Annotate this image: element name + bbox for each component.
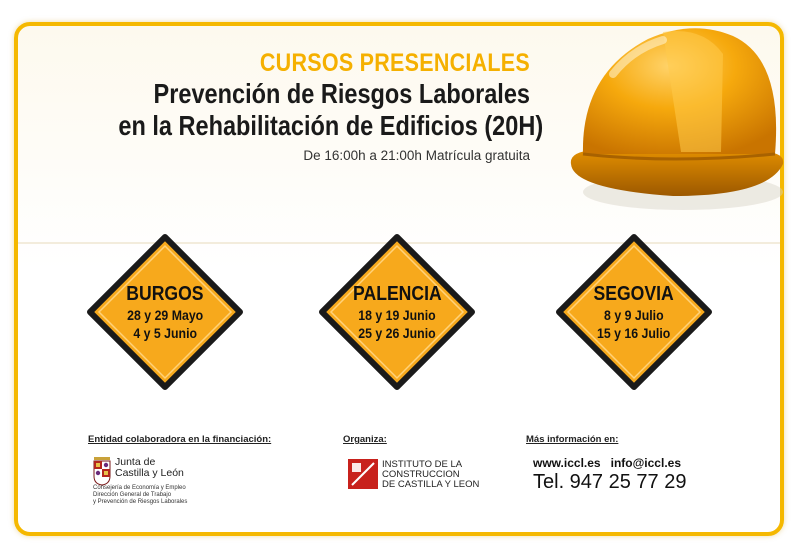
iccl-line3: DE CASTILLA Y LEON [382, 479, 480, 490]
iccl-line2: CONSTRUCCION [382, 469, 460, 480]
website-link[interactable]: www.iccl.es [533, 456, 601, 470]
course-schedule: De 16:00h a 21:00h Matrícula gratuita [303, 148, 530, 163]
contact-phone: Tel. 947 25 77 29 [533, 471, 687, 493]
sign-city: PALENCIA [352, 283, 442, 305]
sign-date: 25 y 26 Junio [358, 325, 436, 341]
sign-date: 28 y 29 Mayo [126, 307, 204, 323]
sign-city: SEGOVIA [593, 283, 675, 305]
iccl-line1: INSTITUTO DE LA [382, 459, 463, 470]
sign-burgos [84, 231, 246, 393]
jcyl-sub-3: y Prevención de Riesgos Laborales [93, 499, 188, 505]
course-title-line2: en la Rehabilitación de Edificios (20H) [118, 110, 544, 141]
poster-header [40, 48, 544, 163]
jcyl-sub-1: Consejería de Economía y Empleo [93, 485, 186, 491]
jcyl-name-1: Junta de [115, 456, 156, 468]
jcyl-sub-2: Dirección General de Trabajo [93, 492, 172, 498]
sign-date: 4 y 5 Junio [133, 325, 197, 341]
sign-date: 18 y 19 Junio [358, 307, 436, 323]
organiza-label: Organiza: [343, 434, 387, 445]
contact-web-line [533, 456, 681, 470]
financing-label: Entidad colaboradora en la financiación: [88, 434, 272, 445]
jcyl-name-2: Castilla y León [115, 467, 184, 479]
course-title-line1: Prevención de Riesgos Laborales [153, 78, 530, 109]
course-kicker: CURSOS PRESENCIALES [259, 49, 530, 77]
iccl-name [382, 460, 479, 490]
sign-date: 8 y 9 Julio [604, 307, 664, 323]
sign-palencia [316, 231, 478, 393]
email-link[interactable]: info@iccl.es [610, 456, 681, 470]
sign-city: BURGOS [126, 283, 204, 305]
sign-date: 15 y 16 Julio [597, 325, 671, 341]
jcyl-logo [93, 456, 223, 508]
iccl-logo-icon [348, 459, 378, 489]
info-label: Más información en: [526, 434, 619, 445]
sign-segovia [553, 231, 715, 393]
coat-of-arms-icon [93, 456, 111, 486]
hard-hat-icon [553, 14, 788, 219]
